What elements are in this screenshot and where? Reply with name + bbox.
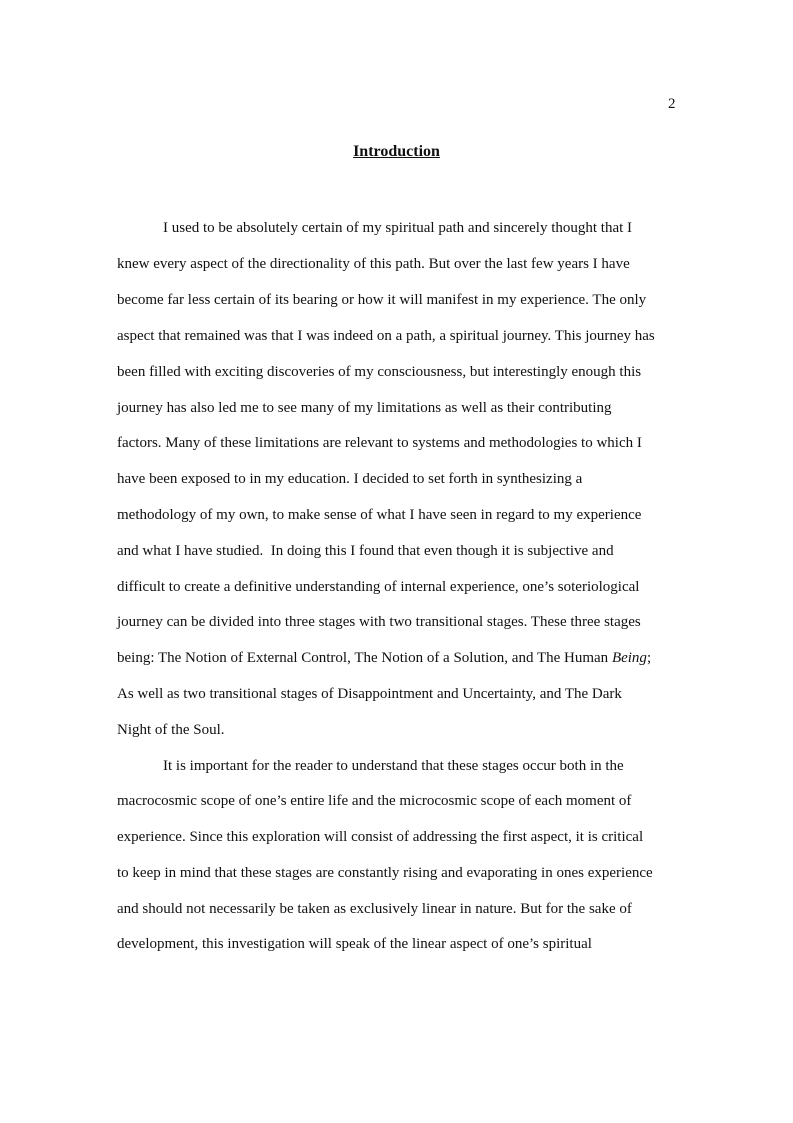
paragraph-2-line-2: macrocosmic scope of one’s entire life and the microcosmic scope of each moment of	[117, 793, 632, 809]
paragraph-1-line-2: knew every aspect of the directionality of this path. But over the last few years I have	[117, 256, 630, 272]
paragraph-1-line-10: and what I have studied. In doing this I found that even though it is subjective and	[117, 543, 614, 559]
paragraph-2-line-6: development, this investigation will speak of the linear aspect of one’s spiritual	[117, 936, 592, 952]
paragraph-1-line-6: journey has also led me to see many of my limitations as well as their contributing	[117, 400, 612, 416]
paragraph-1-line-9: methodology of my own, to make sense of what I have seen in regard to my experience	[117, 507, 642, 523]
paragraph-2-line-1: It is important for the reader to understand that these stages occur both in the	[163, 758, 624, 774]
paragraph-2-line-5: and should not necessarily be taken as exclusively linear in nature. But for the sake of	[117, 901, 632, 917]
paragraph-1-line-4: aspect that remained was that I was indeed on a path, a spiritual journey. This journey has	[117, 328, 655, 344]
paragraph-1-line-3: become far less certain of its bearing or how it will manifest in my experience. The only	[117, 292, 647, 308]
paragraph-1-line-12: journey can be divided into three stages with two transitional stages. These three stages	[117, 614, 641, 630]
line-13-text: being: The Notion of External Control, The Notion of a Solution, and The Human	[117, 650, 612, 666]
paragraph-1-line-11: difficult to create a definitive understanding of internal experience, one’s soteriological	[117, 579, 640, 595]
paragraph-1-line-5: been filled with exciting discoveries of my consciousness, but interestingly enough this	[117, 364, 642, 380]
page-title: Introduction	[353, 143, 440, 160]
paragraph-1-line-8: have been exposed to in my education. I decided to set forth in synthesizing a	[117, 471, 583, 487]
paragraph-2-line-3: experience. Since this exploration will consist of addressing the first aspect, it is critical	[117, 829, 644, 845]
line-13-tail: ;	[646, 650, 652, 666]
page-number: 2	[668, 96, 676, 112]
paragraph-1-line-1: I used to be absolutely certain of my spiritual path and sincerely thought that I	[163, 220, 633, 236]
paragraph-1-line-13	[117, 648, 651, 668]
paragraph-1-line-14: As well as two transitional stages of Disappointment and Uncertainty, and The Dark	[117, 686, 622, 702]
paragraph-2-line-4: to keep in mind that these stages are constantly rising and evaporating in ones experience	[117, 865, 653, 881]
paragraph-1-line-15: Night of the Soul.	[117, 722, 225, 738]
italic-being: Being	[611, 650, 647, 666]
paragraph-1-line-7: factors. Many of these limitations are relevant to systems and methodologies to which I	[117, 435, 642, 451]
